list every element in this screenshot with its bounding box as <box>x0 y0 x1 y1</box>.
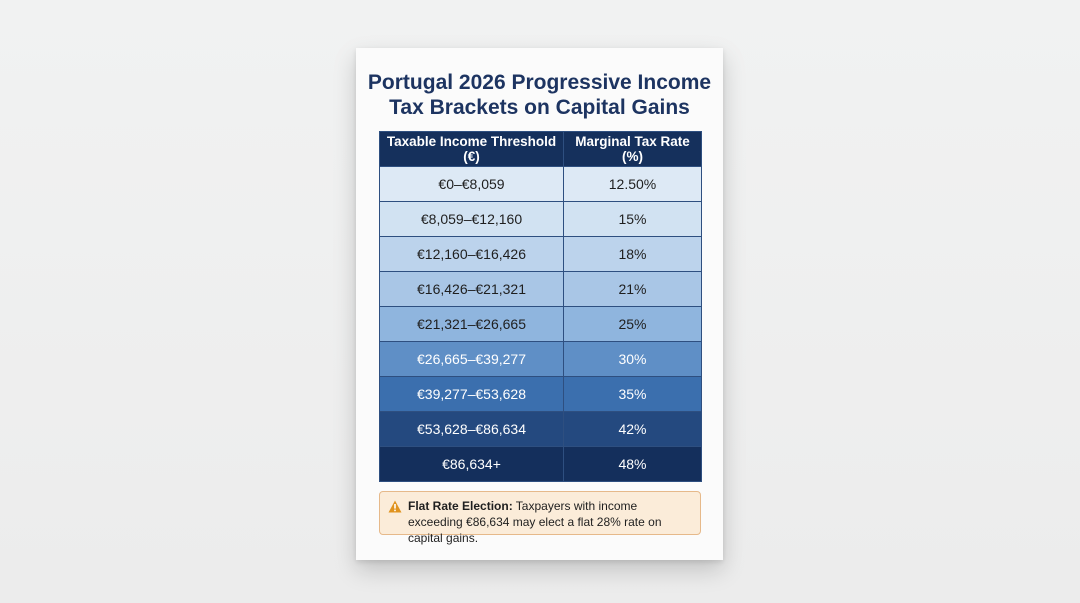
threshold-cell: €53,628–€86,634 <box>380 412 564 447</box>
rate-cell: 30% <box>564 342 702 377</box>
title-line-1: Portugal 2026 Progressive Income <box>367 71 712 94</box>
threshold-cell: €26,665–€39,277 <box>380 342 564 377</box>
threshold-cell: €0–€8,059 <box>380 167 564 202</box>
table-row <box>380 237 702 272</box>
table-row <box>380 377 702 412</box>
tax-bracket-table <box>379 131 702 482</box>
table-header-row <box>380 132 702 167</box>
rate-cell: 12.50% <box>564 167 702 202</box>
table-row <box>380 307 702 342</box>
threshold-cell: €8,059–€12,160 <box>380 202 564 237</box>
table-row <box>380 447 702 482</box>
table-row <box>380 342 702 377</box>
rate-cell: 15% <box>564 202 702 237</box>
table-row <box>380 272 702 307</box>
page-title <box>356 70 723 120</box>
rate-cell: 48% <box>564 447 702 482</box>
threshold-cell: €12,160–€16,426 <box>380 237 564 272</box>
note-text: Taxpayers with income exceeding €86,634 may elect a flat 28% rate on capital gains. <box>408 499 662 545</box>
rate-cell: 18% <box>564 237 702 272</box>
warning-icon <box>388 500 402 513</box>
header-rate: Marginal Tax Rate (%) <box>564 132 702 167</box>
title-line-2: Tax Brackets on Capital Gains <box>389 96 690 119</box>
threshold-cell: €86,634+ <box>380 447 564 482</box>
note-label: Flat Rate Election: <box>408 499 513 513</box>
threshold-cell: €16,426–€21,321 <box>380 272 564 307</box>
flat-rate-note <box>379 491 701 545</box>
rate-cell: 21% <box>564 272 702 307</box>
rate-cell: 42% <box>564 412 702 447</box>
rate-cell: 25% <box>564 307 702 342</box>
table-row <box>380 202 702 237</box>
rate-cell: 35% <box>564 377 702 412</box>
threshold-cell: €21,321–€26,665 <box>380 307 564 342</box>
threshold-cell: €39,277–€53,628 <box>380 377 564 412</box>
table-row <box>380 167 702 202</box>
header-threshold: Taxable Income Threshold (€) <box>380 132 564 167</box>
table-row <box>380 412 702 447</box>
tax-bracket-card <box>356 48 723 560</box>
